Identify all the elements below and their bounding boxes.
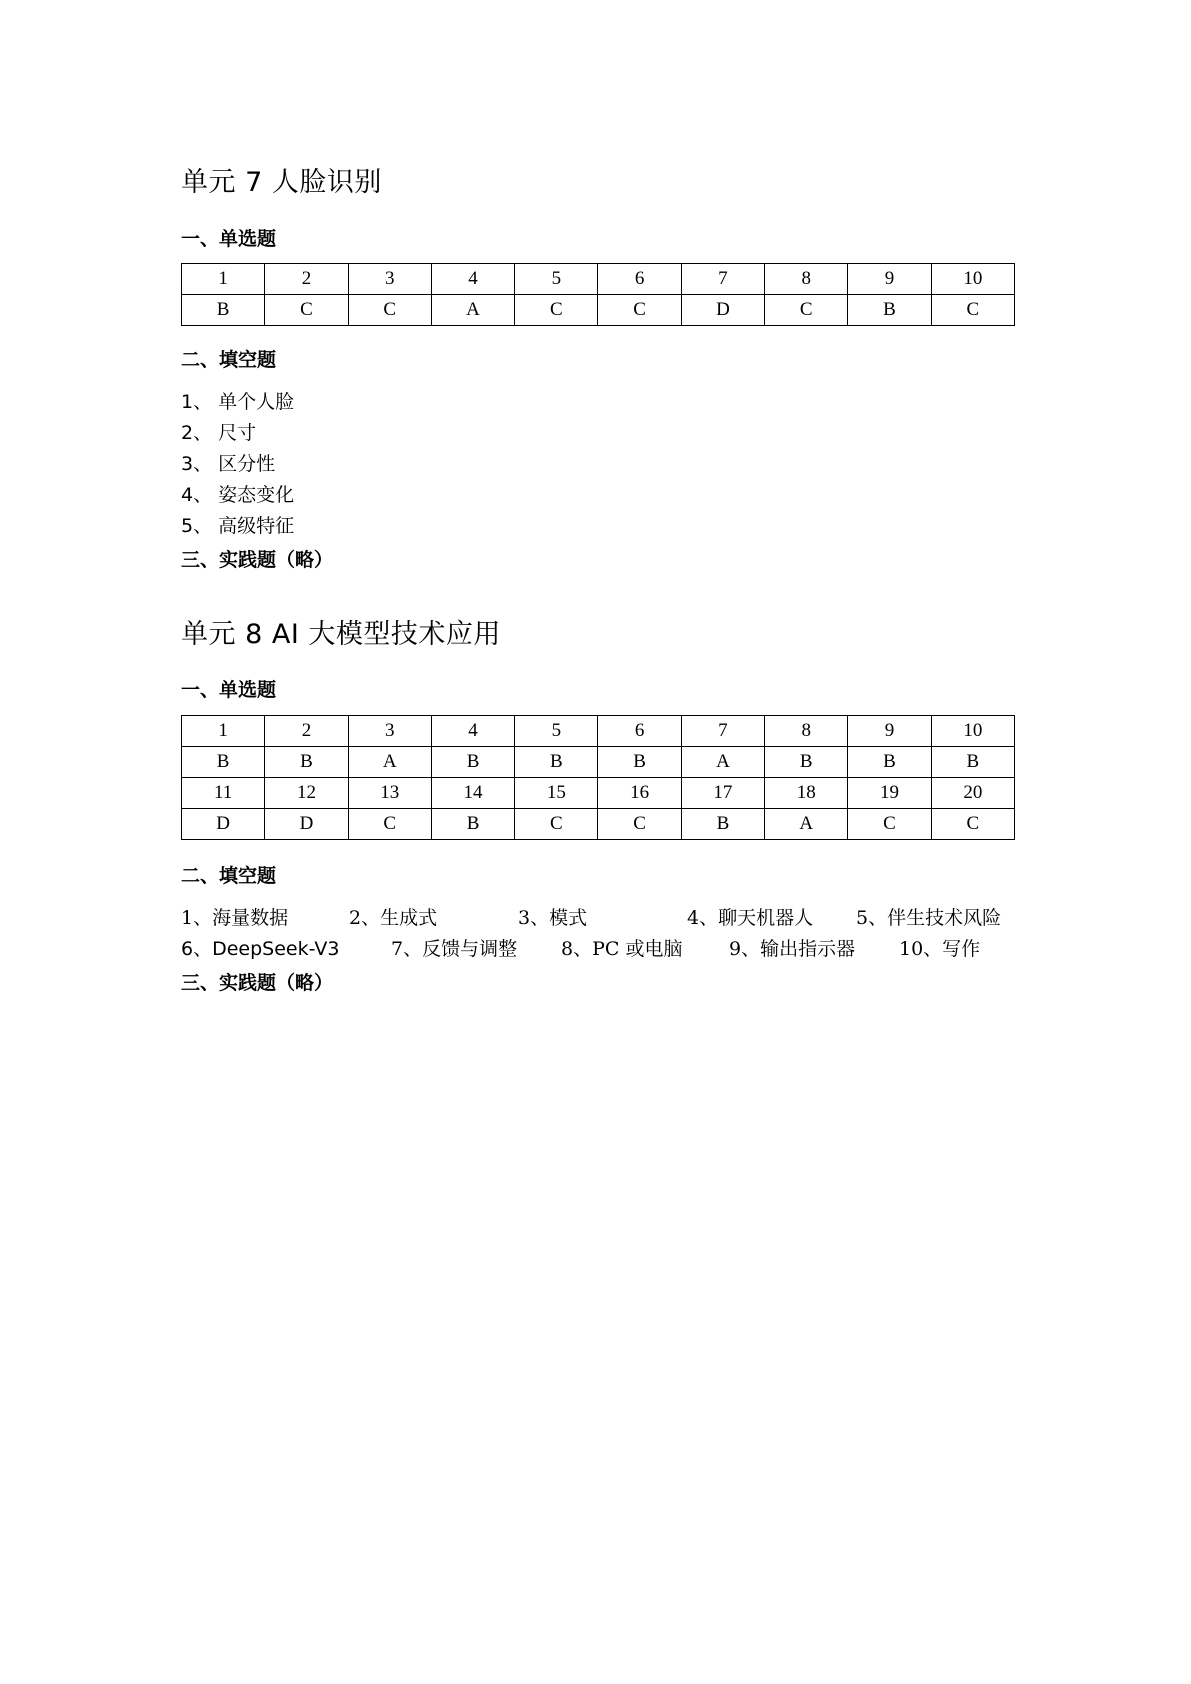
table-cell: 2 — [265, 264, 348, 295]
table-cell: 10 — [931, 264, 1014, 295]
table-cell: B — [848, 295, 931, 326]
table-cell: 14 — [431, 778, 514, 809]
list-item: 2、生成式 — [349, 907, 438, 929]
table-cell: 19 — [848, 778, 931, 809]
list-item: 4、聊天机器人 — [687, 907, 814, 929]
table-cell: A — [431, 295, 514, 326]
unit7-section-fill-blank: 二、填空题 — [181, 349, 277, 371]
table-cell: C — [348, 295, 431, 326]
list-item: 1、海量数据 — [181, 907, 289, 929]
list-item — [181, 480, 294, 507]
item-number: 2、 — [181, 422, 213, 444]
list-item — [181, 418, 256, 445]
table-cell: 6 — [598, 264, 681, 295]
table-cell: 13 — [348, 778, 431, 809]
table-cell: 11 — [182, 778, 265, 809]
item-text: 尺寸 — [212, 422, 257, 444]
table-cell: 3 — [348, 716, 431, 747]
table-cell: 9 — [848, 264, 931, 295]
table-row — [182, 809, 1015, 840]
list-item — [181, 511, 294, 538]
table-cell: B — [182, 295, 265, 326]
unit8-section-single-choice: 一、单选题 — [181, 679, 277, 701]
table-cell: B — [931, 747, 1014, 778]
table-cell: 8 — [765, 716, 848, 747]
table-cell: 15 — [515, 778, 598, 809]
table-cell: D — [182, 809, 265, 840]
table-cell: 7 — [681, 264, 764, 295]
table-cell: B — [265, 747, 348, 778]
table-cell: 1 — [182, 716, 265, 747]
table-cell: B — [431, 747, 514, 778]
table-cell: 16 — [598, 778, 681, 809]
table-cell: C — [348, 809, 431, 840]
table-cell: A — [765, 809, 848, 840]
table-cell: 12 — [265, 778, 348, 809]
table-cell: 4 — [431, 264, 514, 295]
list-item: 7、反馈与调整 — [391, 938, 518, 960]
list-item: 10、写作 — [899, 938, 981, 960]
table-cell: C — [265, 295, 348, 326]
unit8-title: 单元 8 AI 大模型技术应用 — [181, 619, 501, 650]
list-item: 6、DeepSeek-V3 — [181, 938, 340, 960]
table-cell: B — [765, 747, 848, 778]
table-cell: 20 — [931, 778, 1014, 809]
table-cell: 2 — [265, 716, 348, 747]
table-cell: D — [265, 809, 348, 840]
item-number: 3、 — [181, 453, 213, 475]
table-cell: C — [598, 809, 681, 840]
table-cell: 4 — [431, 716, 514, 747]
table-cell: 5 — [515, 264, 598, 295]
list-item: 3、模式 — [518, 907, 588, 929]
unit7-section-single-choice: 一、单选题 — [181, 228, 277, 250]
item-text: 姿态变化 — [212, 484, 295, 506]
table-row — [182, 747, 1015, 778]
table-cell: B — [848, 747, 931, 778]
table-cell: C — [598, 295, 681, 326]
table-cell: B — [515, 747, 598, 778]
table-row — [182, 295, 1015, 326]
table-cell: C — [515, 295, 598, 326]
item-number: 1、 — [181, 391, 213, 413]
table-cell: 5 — [515, 716, 598, 747]
item-number: 4、 — [181, 484, 213, 506]
list-item — [181, 449, 275, 476]
table-cell: 3 — [348, 264, 431, 295]
table-cell: 8 — [765, 264, 848, 295]
table-cell: 9 — [848, 716, 931, 747]
table-cell: 1 — [182, 264, 265, 295]
list-item: 9、输出指示器 — [729, 938, 856, 960]
unit7-title: 单元 7 人脸识别 — [181, 167, 382, 198]
table-cell: A — [681, 747, 764, 778]
table-cell: 6 — [598, 716, 681, 747]
item-text: 单个人脸 — [212, 391, 295, 413]
unit7-section-practice: 三、实践题（略） — [181, 549, 334, 571]
unit8-section-fill-blank: 二、填空题 — [181, 865, 277, 887]
table-cell: B — [681, 809, 764, 840]
table-row — [182, 264, 1015, 295]
fill-answer-row — [181, 903, 1015, 933]
table-cell: A — [348, 747, 431, 778]
unit8-answer-table — [181, 715, 1015, 840]
list-item: 8、PC 或电脑 — [561, 938, 683, 960]
table-cell: 7 — [681, 716, 764, 747]
table-cell: C — [848, 809, 931, 840]
table-cell: 18 — [765, 778, 848, 809]
unit8-section-practice: 三、实践题（略） — [181, 972, 334, 994]
table-cell: 10 — [931, 716, 1014, 747]
fill-answer-row — [181, 934, 1015, 964]
list-item: 5、伴生技术风险 — [856, 907, 1002, 929]
table-cell: B — [598, 747, 681, 778]
list-item — [181, 387, 294, 414]
table-cell: C — [931, 295, 1014, 326]
table-cell: B — [182, 747, 265, 778]
table-row — [182, 778, 1015, 809]
item-text: 区分性 — [212, 453, 276, 475]
table-cell: B — [431, 809, 514, 840]
table-cell: 17 — [681, 778, 764, 809]
table-cell: C — [515, 809, 598, 840]
item-number: 5、 — [181, 515, 213, 537]
table-cell: D — [681, 295, 764, 326]
unit7-answer-table — [181, 263, 1015, 326]
table-cell: C — [931, 809, 1014, 840]
table-cell: C — [765, 295, 848, 326]
table-row — [182, 716, 1015, 747]
item-text: 高级特征 — [212, 515, 295, 537]
